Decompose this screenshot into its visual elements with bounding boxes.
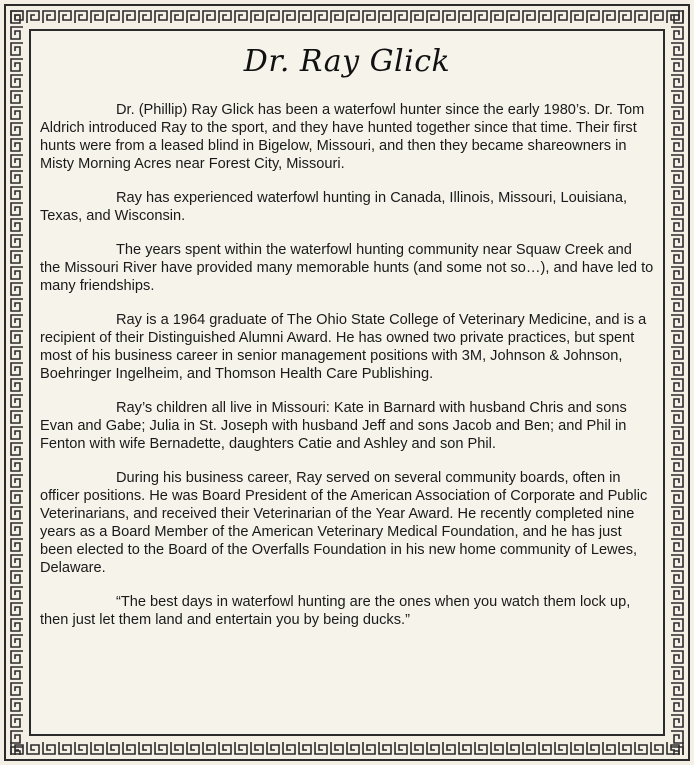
paragraph-quote: “The best days in waterfowl hunting are the ones when you watch them lock up, then just let them land and entertain you by being ducks.” [40, 594, 631, 628]
border-pattern-right [670, 10, 684, 755]
paragraph-intro: Dr. (Phillip) Ray Glick has been a waterfowl hunter since the early 1980’s. Dr. Tom Aldrich introduced Ray to the sport, and they have hunted together since that time. Their first hunts were from a leased blind in Bigelow, Missouri, and then they became shareowners in Misty Morning Acres near Forest City, Missouri. [40, 102, 645, 172]
page-title: Dr. Ray Glick [243, 44, 451, 79]
border-pattern-bottom [10, 741, 684, 755]
paragraph-family: Ray’s children all live in Missouri: Kate in Barnard with husband Chris and sons Evan and Gabe; Julia in St. Joseph with husband Jeff and sons Jacob and Ben; and Phil in Fenton with wife Bernadette, daughters Catie and Ashley and son Phil. [40, 400, 627, 452]
paragraph-locations: Ray has experienced waterfowl hunting in Canada, Illinois, Missouri, Louisiana, Texas, and Wisconsin. [40, 190, 628, 224]
border-pattern-top [10, 10, 684, 24]
paragraph-community: The years spent within the waterfowl hunting community near Squaw Creek and the Missouri River have provided many memorable hunts (and some not so…), and have led to many friendships. [40, 242, 654, 294]
paragraph-education: Ray is a 1964 graduate of The Ohio State College of Veterinary Medicine, and is a recipient of their Distinguished Alumni Award. He has owned two private practices, but spent most of his business career in senior management positions with 3M, Johnson & Johnson, Boehringer Ingelheim, and Thomson Health Care Publishing. [40, 312, 647, 382]
border-pattern-left [10, 10, 24, 755]
paragraph-boards: During his business career, Ray served on several community boards, often in officer positions. He was Board President of the American Association of Corporate and Public Veterinarians, and received their Veterinarian of the Year Award. He recently completed nine years as a Board Member of the American Veterinary Medical Foundation, and he has just been elected to the Board of the Overfalls Foundation in his new home community of Lewes, Delaware. [40, 470, 648, 576]
document-content [40, 40, 654, 645]
